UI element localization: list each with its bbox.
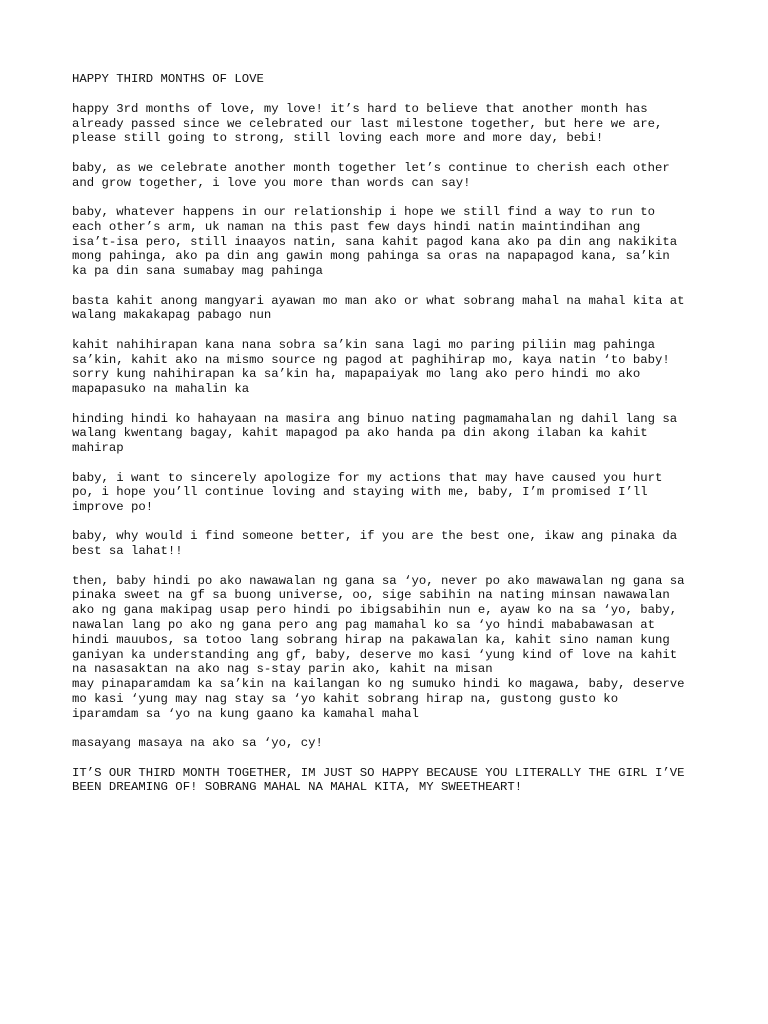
paragraph-4: basta kahit anong mangyari ayawan mo man ako or what sobrang mahal na mahal kita at walang makakapag pabago nun [72, 293, 685, 323]
paragraph-9: then, baby hindi po ako nawawalan ng gana sa ‘yo, never po ako mawawalan ng gana sa pinaka sweet na gf sa buong universe, oo, sige sabihin na nating minsan nawawalan ako ng gana makipag usap pero hindi po ibigsabihin nun e, ayaw ko na sa ‘yo, baby, nawalan lang po ako ng gana pero ang pag mamahal ko sa ‘yo hindi mababawasan at hindi mauubos, sa totoo lang sobrang hirap na pakawalan ka, kahit sino naman kung ganiyan ka understanding ang gf, baby, deserve mo kasi ‘yung kind of love na kahit na nasasaktan na ako nag s-stay parin ako, kahit na misan [72, 573, 685, 677]
paragraph-5: kahit nahihirapan kana nana sobra sa’kin sana lagi mo paring piliin mag pahinga sa’kin, kahit ako na mismo source ng pagod at paghihirap mo, kaya natin ‘to baby! sorry kung nahihirapan ka sa’kin ha, mapapaiyak mo lang ako pero hindi mo ako mapapasuko na mahalin ka [72, 337, 670, 397]
paragraph-8: baby, why would i find someone better, if you are the best one, ikaw ang pinaka da best sa lahat!! [72, 529, 678, 559]
paragraph-7: baby, i want to sincerely apologize for my actions that may have caused you hurt po, i hope you’ll continue loving and staying with me, baby, I’m promised I’ll improve po! [72, 470, 663, 515]
paragraph-6: hinding hindi ko hahayaan na masira ang binuo nating pagmamahalan ng dahil lang sa walang kwentang bagay, kahit mapagod pa ako handa pa din akong ilaban ka kahit mahirap [72, 411, 678, 456]
paragraph-12: IT’S OUR THIRD MONTH TOGETHER, IM JUST SO HAPPY BECAUSE YOU LITERALLY THE GIRL I’VE BEEN DREAMING OF! SOBRANG MAHAL NA MAHAL KITA, MY SWEETHEART! [72, 765, 685, 795]
document-title: HAPPY THIRD MONTHS OF LOVE [72, 72, 264, 86]
document-page [72, 72, 702, 810]
paragraph-11: masayang masaya na ako sa ‘yo, cy! [72, 736, 323, 751]
paragraph-10: may pinaparamdam ka sa’kin na kailangan ko ng sumuko hindi ko magawa, baby, deserve mo kasi ‘yung may nag stay sa ‘yo kahit sobrang hirap na, gustong gusto ko iparamdam sa ‘yo na kung gaano ka kamahal mahal [72, 677, 685, 721]
paragraph-3: baby, whatever happens in our relationship i hope we still find a way to run to each other’s arm, uk naman na this past few days hindi natin maintindihan ang isa’t-isa pero, still inaayos natin, sana kahit pagod kana ako pa din ang nakikita mong pahinga, ako pa din ang gawin mong pahinga sa oras na napapagod kana, sa’kin ka pa din sana sumabay mag pahinga [72, 204, 678, 279]
paragraph-1: happy 3rd months of love, my love! it’s hard to believe that another month has already passed since we celebrated our last milestone together, but here we are, please still going to strong, still loving each more and more day, bebi! [72, 101, 663, 146]
paragraph-2: baby, as we celebrate another month together let’s continue to cherish each other and grow together, i love you more than words can say! [72, 160, 670, 190]
